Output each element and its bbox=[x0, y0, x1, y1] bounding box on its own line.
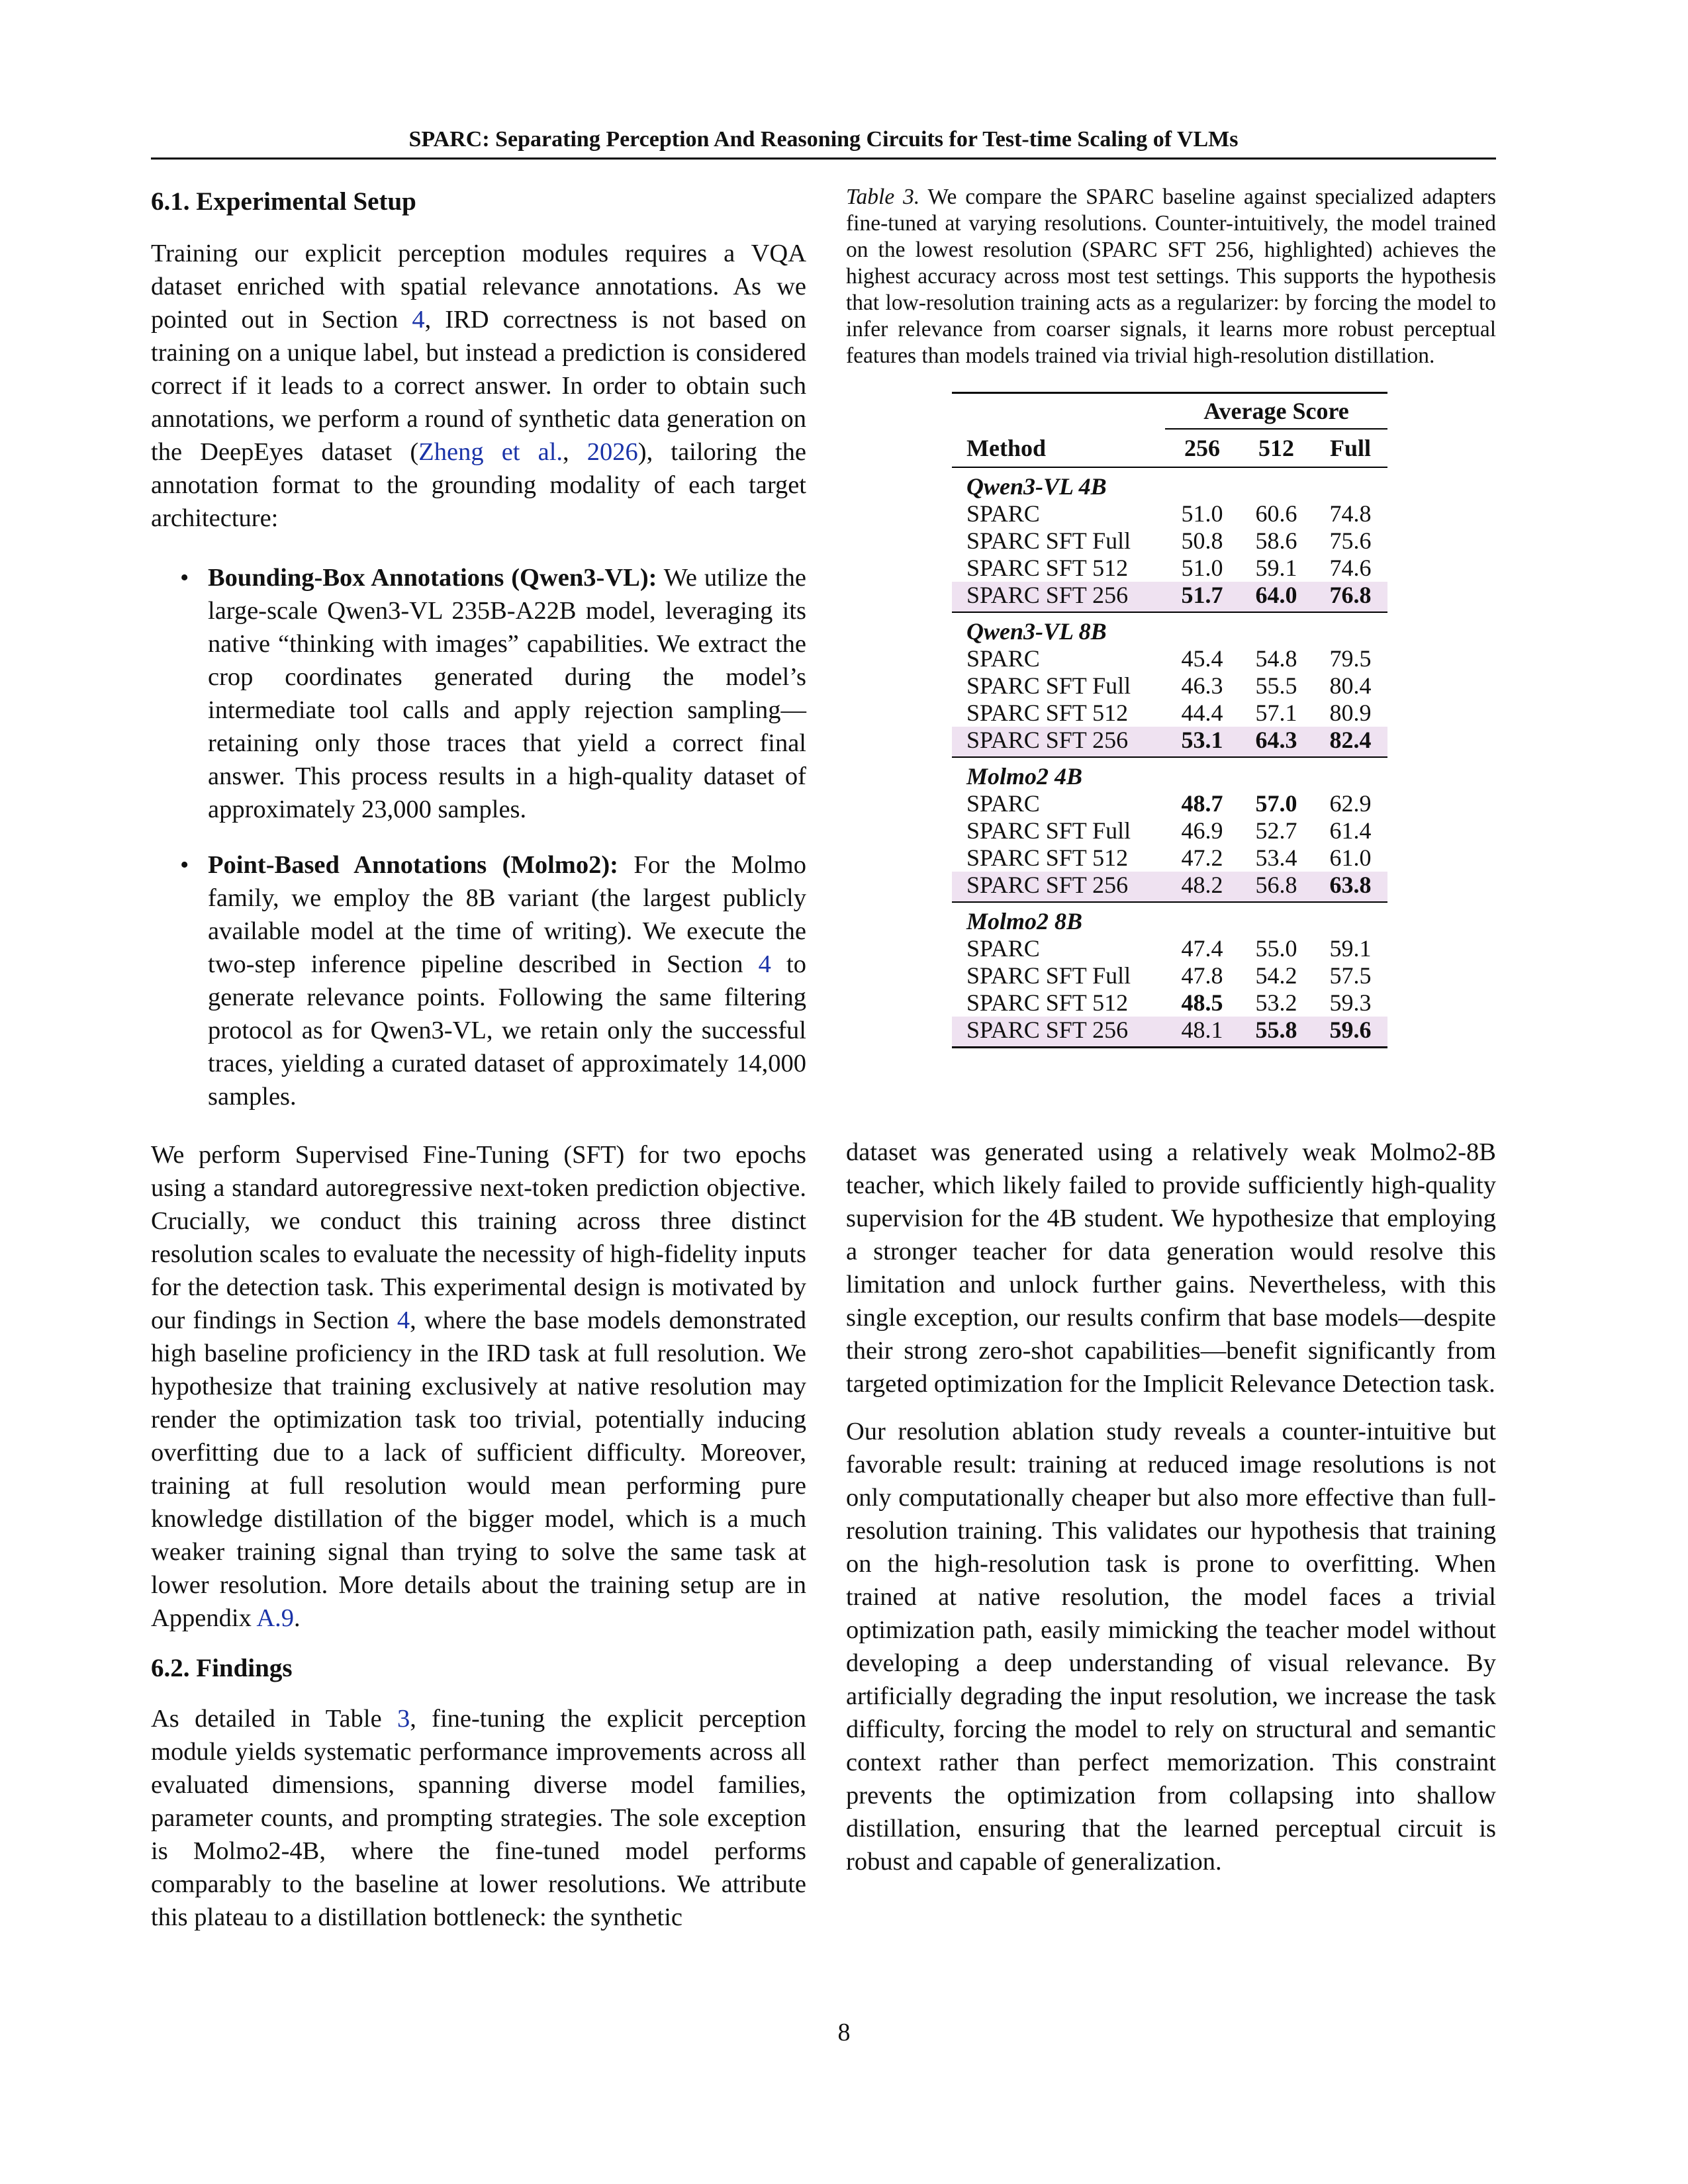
table-cell-value: 59.1 bbox=[1255, 555, 1297, 581]
table-cell-value: 53.2 bbox=[1255, 989, 1297, 1016]
table-cell-value: 63.8 bbox=[1313, 872, 1387, 902]
table-group-label: Qwen3-VL 4B bbox=[966, 473, 1107, 500]
table-cell-value: 59.3 bbox=[1329, 989, 1372, 1016]
table-cell-value: 58.6 bbox=[1255, 527, 1297, 554]
setup-paragraph-2: We perform Supervised Fine-Tuning (SFT) for two epochs using a standard autoregressive next-token prediction objective. Crucially, we conduct this training across three distinct resolution scales to evaluate the necessity of high-fidelity inputs for the detection task. This experimental design is motivated by our findings in Section 4, where the base models demonstrated high baseline proficiency in the IRD task at full resolution. We hypothesize that training exclusively at native resolution may render the optimization task too trivial, potentially inducing overfitting due to a lack of sufficient difficulty. Moreover, training at full resolution would mean performing pure knowledge distillation of the bigger model, which is a much weaker training signal than trying to solve the same task at lower resolution. More details about the training setup are in Appendix A.9. bbox=[151, 1141, 806, 1632]
table-cell-value: 64.3 bbox=[1239, 727, 1313, 757]
table-cell-value: 61.0 bbox=[1329, 844, 1372, 871]
table-row bbox=[952, 844, 1387, 872]
table-cell-method: SPARC bbox=[966, 500, 1040, 527]
table-cell-value: 47.4 bbox=[1181, 935, 1223, 962]
table-cell-method: SPARC SFT 256 bbox=[952, 1017, 1165, 1048]
table-cell-value: 52.7 bbox=[1255, 817, 1297, 844]
results-table-wrapper bbox=[952, 392, 1496, 1048]
findings-paragraph-continued: dataset was generated using a relatively weak Molmo2-8B teacher, which likely failed to provide sufficiently high-quality supervision for the 4B student. We hypothesize that employing a stronger teacher for data generation would resolve this limitation and unlock further gains. Nevertheless, with this single exception, our results confirm that base models—despite their strong zero-shot capabilities—benefit significantly from targeted optimization for the Implicit Relevance Detection task. bbox=[846, 1138, 1496, 1398]
bullet-lead: Bounding-Box Annotations (Qwen3-VL): bbox=[208, 564, 657, 592]
table-cell-method: SPARC SFT 256 bbox=[952, 872, 1165, 902]
table-cell-value: 46.3 bbox=[1181, 672, 1223, 699]
table-cell-method: SPARC SFT 512 bbox=[966, 555, 1129, 581]
table-cell-value: 80.4 bbox=[1329, 672, 1372, 699]
table-cell-method: SPARC SFT 256 bbox=[952, 582, 1165, 612]
table-cell-value: 47.8 bbox=[1181, 962, 1223, 989]
column-header-512: 512 bbox=[1239, 429, 1313, 467]
table-cell-value: 80.9 bbox=[1329, 700, 1372, 726]
table-caption: Table 3. We compare the SPARC baseline against specialized adapters fine-tuned at varying resolutions. Counter-intuitively, the model trained on the lowest resolution (SPARC SFT 256, highlighted) achieves the highest accuracy across most test settings. This supports the hypothesis that low-resolution training acts as a regularizer: by forcing the model to infer relevance from coarser signals, it learns more robust perceptual features than models trained via trivial high-resolution distillation. bbox=[846, 185, 1497, 368]
table-caption-label: Table 3. bbox=[846, 185, 920, 209]
table-cell-value: 46.9 bbox=[1181, 817, 1223, 844]
table-row bbox=[952, 790, 1387, 817]
bullet-point-based: • Point-Based Annotations (Molmo2): For the Molmo family, we employ the 8B variant (the largest publicly available model at the time of writing). We execute the two-step inference pipeline described in Section 4 to generate relevance points. Following the same filtering protocol as for Qwen3-VL, we retain only the successful traces, yielding a curated dataset of approximately 14,000 samples. bbox=[151, 848, 806, 1113]
table-cell-value: 62.9 bbox=[1329, 790, 1372, 817]
table-row bbox=[952, 555, 1387, 582]
table-cell-value: 57.5 bbox=[1329, 962, 1372, 989]
setup-paragraph-1: Training our explicit perception modules requires a VQA dataset enriched with spatial relevance annotations. As we pointed out in Section 4, IRD correctness is not based on training on a unique label, but instead a prediction is considered correct if it leads to a correct answer. In order to obtain such annotations, we perform a round of synthetic data generation on the DeepEyes dataset (Zheng et al., 2026), tailoring the annotation format to the grounding modality of each target architecture: bbox=[151, 240, 806, 532]
findings-paragraph-1: As detailed in Table 3, fine-tuning the explicit perception module yields systematic performance improvements across all evaluated dimensions, spanning diverse model families, parameter counts, and prompting strategies. The sole exception is Molmo2-4B, where the fine-tuned model performs comparably to the baseline at lower resolutions. We attribute this plateau to a distillation bottleneck: the synthetic bbox=[151, 1705, 807, 1931]
table-cell-method: SPARC SFT 512 bbox=[966, 700, 1129, 726]
table-row bbox=[952, 645, 1387, 672]
table-row bbox=[952, 582, 1387, 612]
table-row bbox=[952, 817, 1387, 844]
results-table bbox=[952, 392, 1387, 1048]
table-row bbox=[952, 1017, 1387, 1048]
table-cell-method: SPARC SFT Full bbox=[966, 962, 1131, 989]
table-cell-value: 74.8 bbox=[1329, 500, 1372, 527]
table-cell-value: 61.4 bbox=[1329, 817, 1372, 844]
table-cell-value: 75.6 bbox=[1329, 527, 1372, 554]
table-group-row bbox=[952, 467, 1387, 500]
annotation-bullet-list bbox=[151, 561, 806, 1113]
table-cell-value: 47.2 bbox=[1181, 844, 1223, 871]
table-cell-value: 48.5 bbox=[1181, 989, 1223, 1016]
table-cell-value: 50.8 bbox=[1181, 527, 1223, 554]
table-row bbox=[952, 989, 1387, 1017]
table-row bbox=[952, 500, 1387, 527]
column-header-full: Full bbox=[1313, 429, 1387, 467]
table-cell-value: 53.4 bbox=[1255, 844, 1297, 871]
table-cell-method: SPARC bbox=[966, 645, 1040, 672]
table-cell-value: 45.4 bbox=[1181, 645, 1223, 672]
table-row bbox=[952, 527, 1387, 555]
page-number: 8 bbox=[837, 2019, 851, 2046]
table-cell-value: 79.5 bbox=[1329, 645, 1372, 672]
table-cell-method: SPARC bbox=[966, 935, 1040, 962]
table-cell-value: 53.1 bbox=[1165, 727, 1239, 757]
table-cell-method: SPARC SFT 512 bbox=[966, 989, 1129, 1016]
table-group-row bbox=[952, 612, 1387, 645]
bullet-marker: • bbox=[180, 564, 189, 592]
table-cell-value: 51.0 bbox=[1181, 555, 1223, 581]
table-group-header: Average Score bbox=[1203, 398, 1349, 424]
table-group-label: Molmo2 8B bbox=[966, 908, 1083, 934]
table-group-row bbox=[952, 757, 1387, 790]
table-row bbox=[952, 700, 1387, 727]
table-cell-method: SPARC SFT Full bbox=[966, 527, 1131, 554]
table-cell-value: 44.4 bbox=[1181, 700, 1223, 726]
table-cell-value: 48.7 bbox=[1181, 790, 1223, 817]
table-cell-value: 48.1 bbox=[1165, 1017, 1239, 1048]
table-group-label: Molmo2 4B bbox=[966, 763, 1083, 790]
table-cell-value: 76.8 bbox=[1313, 582, 1387, 612]
citation-author-link[interactable]: Zheng et al. bbox=[418, 438, 563, 466]
table-cell-value: 55.8 bbox=[1239, 1017, 1313, 1048]
table-cell-value: 54.2 bbox=[1255, 962, 1297, 989]
table-cell-value: 60.6 bbox=[1255, 500, 1297, 527]
header-rule bbox=[151, 158, 1496, 159]
table-cell-value: 82.4 bbox=[1313, 727, 1387, 757]
table-cell-value: 57.0 bbox=[1255, 790, 1297, 817]
bullet-bounding-box: • Bounding-Box Annotations (Qwen3-VL): We utilize the large-scale Qwen3-VL 235B-A22B model, leveraging its native “thinking with images” capabilities. We extract the crop coordinates generated during the model’s intermediate tool calls and apply rejection sampling—retaining only those traces that yield a correct final answer. This process results in a high-quality dataset of approximately 23,000 samples. bbox=[151, 561, 806, 826]
section-ref-link[interactable]: 4 bbox=[397, 1306, 410, 1334]
section-heading-findings: 6.2. Findings bbox=[151, 1654, 293, 1682]
section-ref-link[interactable]: 4 bbox=[758, 950, 771, 978]
table-group-label: Qwen3-VL 8B bbox=[966, 618, 1107, 645]
table-cell-method: SPARC SFT Full bbox=[966, 817, 1131, 844]
column-header-method: Method bbox=[966, 434, 1046, 461]
table-group-row bbox=[952, 902, 1387, 935]
bullet-marker: • bbox=[180, 851, 189, 879]
table-cell-method: SPARC SFT 512 bbox=[966, 844, 1129, 871]
citation-year-link[interactable]: 2026 bbox=[586, 438, 638, 466]
table-cell-method: SPARC SFT 256 bbox=[952, 727, 1165, 757]
table-row bbox=[952, 727, 1387, 757]
table-cell-value: 48.2 bbox=[1165, 872, 1239, 902]
table-row bbox=[952, 672, 1387, 700]
table-cell-value: 51.0 bbox=[1181, 500, 1223, 527]
table-cell-value: 57.1 bbox=[1255, 700, 1297, 726]
table-cell-value: 55.0 bbox=[1255, 935, 1297, 962]
table-cell-value: 64.0 bbox=[1239, 582, 1313, 612]
table-cell-value: 56.8 bbox=[1239, 872, 1313, 902]
running-title: SPARC: Separating Perception And Reasoning Circuits for Test-time Scaling of VLMs bbox=[408, 127, 1239, 152]
table-cell-value: 51.7 bbox=[1165, 582, 1239, 612]
table-ref-link[interactable]: 3 bbox=[397, 1705, 410, 1733]
table-cell-value: 74.6 bbox=[1329, 555, 1372, 581]
table-cell-value: 55.5 bbox=[1255, 672, 1297, 699]
table-row bbox=[952, 962, 1387, 989]
table-row bbox=[952, 872, 1387, 902]
appendix-ref-link[interactable]: A.9 bbox=[256, 1604, 295, 1632]
right-column bbox=[846, 184, 1496, 1878]
table-row bbox=[952, 935, 1387, 962]
left-column bbox=[151, 184, 806, 1934]
ablation-paragraph: Our resolution ablation study reveals a counter-intuitive but favorable result: training at reduced image resolutions is not only computationally cheaper but also more effective than full-resolution training. This validates our hypothesis that training on the high-resolution task is prone to overfitting. When trained at native resolution, the model faces a trivial optimization path, easily mimicking the teacher model without developing a deep understanding of visual relevance. By artificially degrading the input resolution, we increase the task difficulty, forcing the model to rely on structural and semantic context rather than perfect memorization. This constraint prevents the optimization from collapsing into shallow distillation, ensuring that the learned perceptual circuit is robust and capable of generalization. bbox=[846, 1418, 1496, 1876]
table-cell-value: 59.6 bbox=[1313, 1017, 1387, 1048]
table-corner-cell bbox=[952, 393, 1165, 430]
table-cell-value: 59.1 bbox=[1329, 935, 1372, 962]
section-ref-link[interactable]: 4 bbox=[412, 306, 425, 334]
column-header-256: 256 bbox=[1165, 429, 1239, 467]
table-cell-method: SPARC SFT Full bbox=[966, 672, 1131, 699]
table-cell-value: 54.8 bbox=[1255, 645, 1297, 672]
section-heading-experimental-setup: 6.1. Experimental Setup bbox=[151, 187, 416, 216]
table-cell-method: SPARC bbox=[966, 790, 1040, 817]
results-table-body bbox=[952, 467, 1387, 1048]
bullet-lead: Point-Based Annotations (Molmo2): bbox=[208, 851, 618, 879]
